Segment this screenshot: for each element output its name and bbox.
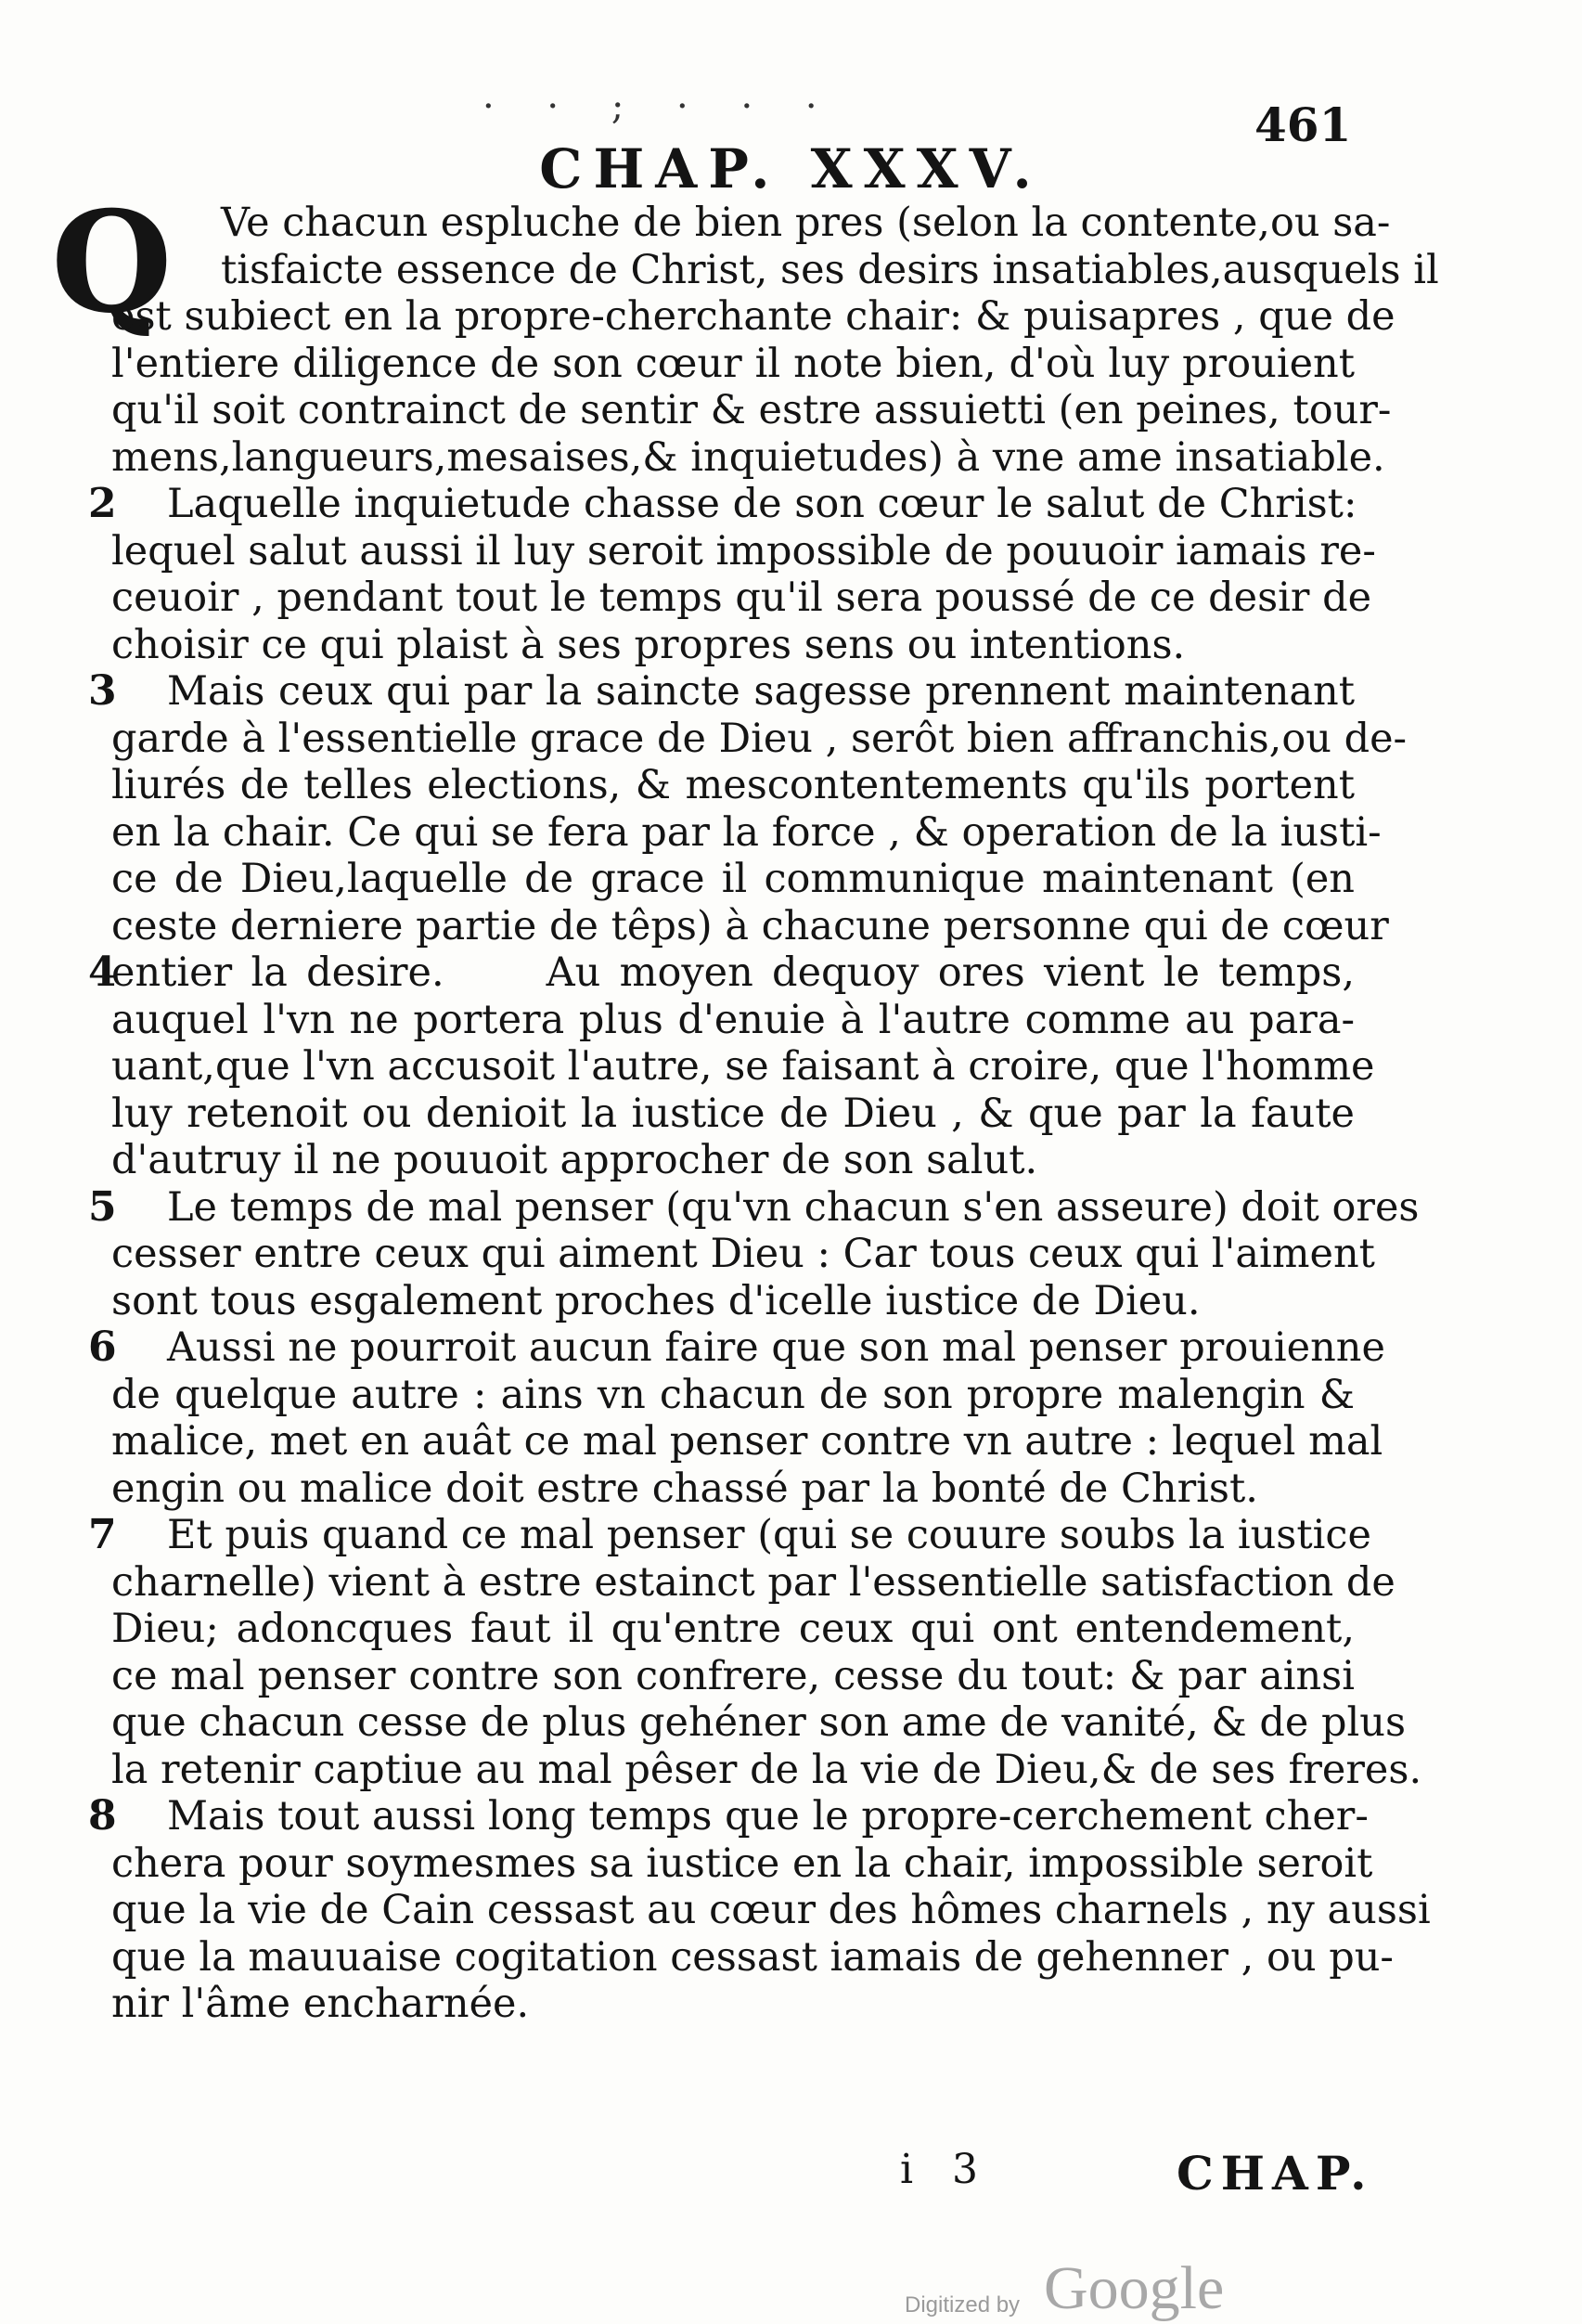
line-text: Mais tout aussi long temps que le propre-cerchement cher-: [167, 1793, 1369, 1840]
text-line: auquel l'vn ne portera plus d'enuie à l'autre comme au para-: [111, 996, 1355, 1043]
line-text: Au moyen dequoy ores vient le temps,: [546, 949, 1355, 996]
digitized-by-label: Digitized by: [905, 2292, 1021, 2318]
body-text: [88, 200, 1439, 2028]
text-line: ce mal penser contre son confrere, cesse du tout: & par ainsi: [111, 1652, 1355, 1699]
line-text: entier la desire.: [111, 949, 444, 996]
text-line: [88, 1323, 1385, 1372]
text-line: nir l'âme encharnée.: [111, 1981, 530, 2027]
text-line: qu'il soit contrainct de sentir & estre assuietti (en peines, tour-: [111, 387, 1392, 433]
text-line: Ve chacun espluche de bien pres (selon la contente,ou sa-: [221, 200, 1391, 246]
page-number: 461: [1254, 97, 1352, 152]
paragraph-2: [88, 480, 1376, 668]
verse-number: 4: [88, 949, 117, 996]
text-line: [88, 1792, 1369, 1840]
drop-cap: Q: [51, 181, 173, 344]
paragraph-5: [88, 1182, 1420, 1325]
paragraph-8: [88, 1792, 1431, 2028]
line-text: Le temps de mal penser (qu'vn chacun s'en asseure) doit ores: [167, 1183, 1420, 1231]
verse-number: 3: [88, 667, 117, 715]
verse-number: 2: [88, 480, 117, 527]
chapter-heading: CHAP. XXXV.: [539, 137, 1043, 200]
text-line: la retenir captiue au mal pêser de la vie de Dieu,& de ses freres.: [111, 1746, 1422, 1793]
text-line: d'autruy il ne pouuoit approcher de son salut.: [111, 1137, 1038, 1183]
text-line: liurés de telles elections, & mescontentements qu'ils portent: [111, 762, 1355, 808]
text-line: ceuoir , pendant tout le temps qu'il sera poussé de ce desir de: [111, 575, 1372, 621]
verse-number: 6: [88, 1323, 117, 1371]
text-line: choisir ce qui plaist à ses propres sens ou intentions.: [111, 621, 1186, 668]
text-line: mens,langueurs,mesaises,& inquietudes) à vne ame insatiable.: [111, 433, 1385, 481]
paragraph-7: [88, 1511, 1422, 1793]
text-line: engin ou malice doit estre chassé par la bonté de Christ.: [111, 1465, 1258, 1512]
catchword: CHAP.: [1177, 2146, 1374, 2201]
paragraph-6: [88, 1323, 1385, 1512]
text-line: lequel salut aussi il luy seroit impossible de pouuoir iamais re-: [111, 527, 1376, 575]
paragraph-4: [88, 949, 1375, 1184]
text-line: sont tous esgalement proches d'icelle iustice de Dieu.: [111, 1277, 1201, 1324]
text-line: que la vie de Cain cessast au cœur des hômes charnels , ny aussi: [111, 1887, 1431, 1933]
text-line: cesser entre ceux qui aiment Dieu : Car tous ceux qui l'aiment: [111, 1231, 1375, 1277]
paragraph-1: [111, 200, 1439, 481]
text-line: [88, 667, 1355, 716]
line-text: Et puis quand ce mal penser (qui se couure soubs la iustice: [167, 1512, 1371, 1558]
header-print-marks: · · ; · · ·: [482, 85, 838, 128]
text-line: ce de Dieu,laquelle de grace il communique maintenant (en: [111, 856, 1355, 902]
google-logo: Google: [1044, 2254, 1225, 2322]
text-line: [88, 480, 1357, 528]
line-text: Mais ceux qui par la saincte sagesse prennent maintenant: [167, 668, 1355, 715]
text-line: [88, 1511, 1371, 1559]
text-line: luy retenoit ou denioit la iustice de Dieu , & que par la faute: [111, 1090, 1355, 1137]
signature-mark: i 3: [900, 2146, 992, 2193]
text-line: tisfaicte essence de Christ, ses desirs insatiables,ausquels il: [221, 246, 1439, 293]
text-line: [88, 1182, 1420, 1232]
verse-number: 5: [88, 1182, 117, 1231]
line-text: Aussi ne pourroit aucun faire que son mal penser prouienne: [167, 1324, 1385, 1371]
text-line: uant,que l'vn accusoit l'autre, se faisant à croire, que l'homme: [111, 1043, 1375, 1090]
text-line: de quelque autre : ains vn chacun de son propre malengin &: [111, 1371, 1355, 1418]
text-line: malice, met en auât ce mal penser contre vn autre : lequel mal: [111, 1418, 1383, 1465]
text-line: [88, 949, 1355, 997]
text-line: charnelle) vient à estre estainct par l'essentielle satisfaction de: [111, 1558, 1396, 1606]
text-line: que la mauuaise cogitation cessast iamais de gehenner , ou pu-: [111, 1933, 1394, 1981]
text-line: en la chair. Ce qui se fera par la force , & operation de la iusti-: [111, 808, 1382, 856]
text-line: chera pour soymesmes sa iustice en la chair, impossible seroit: [111, 1840, 1373, 1887]
text-line: ceste derniere partie de têps) à chacune personne qui de cœur: [111, 902, 1389, 949]
text-line: garde à l'essentielle grace de Dieu , serôt bien affranchis,ou de-: [111, 715, 1408, 762]
text-line: Dieu; adoncques faut il qu'entre ceux qui ont entendement,: [111, 1606, 1355, 1652]
line-text: Laquelle inquietude chasse de son cœur le salut de Christ:: [167, 481, 1357, 527]
text-line: est subiect en la propre-cherchante chair: & puisapres , que de: [111, 293, 1396, 340]
text-line: que chacun cesse de plus gehéner son ame de vanité, & de plus: [111, 1699, 1407, 1746]
verse-number: 7: [88, 1511, 117, 1558]
text-line: l'entiere diligence de son cœur il note bien, d'où luy prouient: [111, 340, 1355, 387]
verse-number: 8: [88, 1792, 117, 1840]
paragraph-3: [88, 667, 1408, 949]
